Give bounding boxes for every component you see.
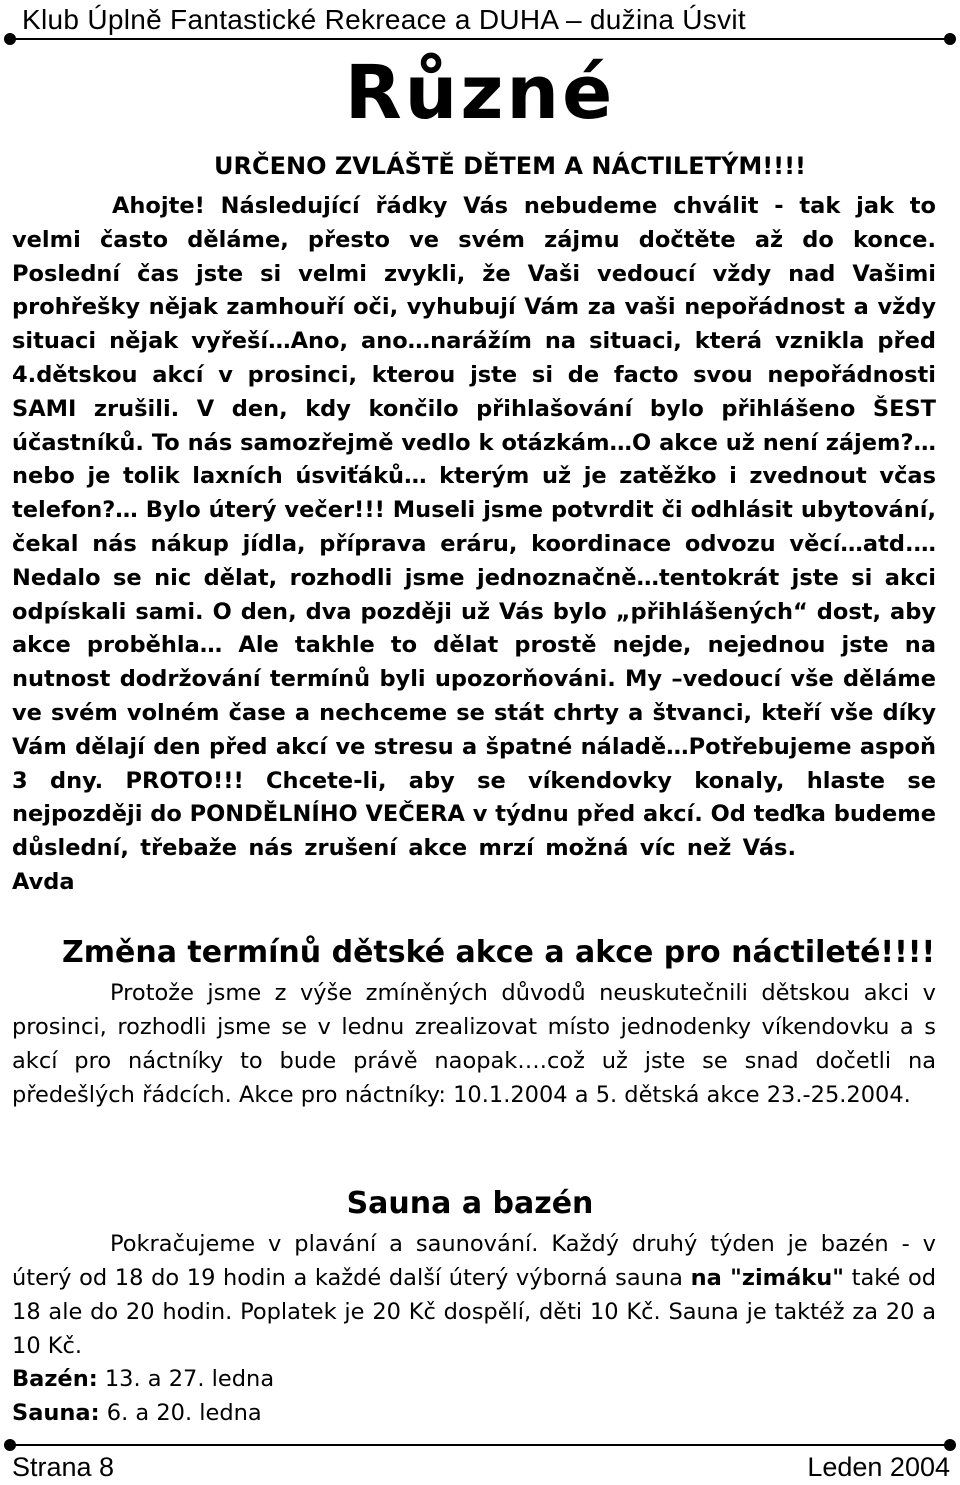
header-rule bbox=[10, 38, 950, 40]
change-title: Změna termínů dětské akce a akce pro náctileté!!!! bbox=[62, 935, 936, 970]
sauna-body-rest: také od 18 ale do 20 hodin. Poplatek je 20 Kč dospělí, děti 10 Kč. Sauna je taktéž za 20 a 10 Kč. bbox=[12, 1265, 936, 1359]
notice-body bbox=[12, 190, 936, 900]
page-heading: Různé bbox=[344, 50, 616, 136]
header-rule-left-dot bbox=[4, 33, 16, 45]
sauna-title: Sauna a bazén bbox=[346, 1186, 594, 1221]
footer-rule bbox=[10, 1444, 950, 1446]
footer-date: Leden 2004 bbox=[807, 1452, 950, 1482]
header-rule-right-dot bbox=[944, 33, 956, 45]
sauna-dates-line bbox=[12, 1396, 936, 1430]
sauna-body-intro: Pokračujeme v plavání a saunování. Každý druhý týden je bazén - v úterý od 18 do 19 hodin a každé další úterý výborná sauna bbox=[12, 1231, 936, 1291]
notice-body-text: Ahojte! Následující řádky Vás nebudeme chválit - tak jak to velmi často děláme, přesto ve svém zájmu dočtěte až do konce. Poslední čas jste si velmi zvykli, že Vaši vedoucí vždy nad Vašimi prohřešky nějak zamhouří oči, vyhubují Vám za vaši nepořádnost a vždy situaci nějak vyřeší…Ano, ano…narážím na situaci, která vznikla před 4.dětskou akcí v prosinci, kterou jste si de facto svou nepořádnosti SAMI zrušili. V den, kdy končilo přihlašování bylo přihlášeno ŠEST účastníků. To nás samozřejmě vedlo k otázkám…O akce už není zájem?… nebo je tolik laxních úsviťáků… kterým už je zatěžko i zvednout včas telefon?… Bylo úterý večer!!! Museli jsme potvrdit či odhlásit ubytování, čekal nás nákup jídla, příprava eráru, koordinace odvozu věcí…atd.… Nedalo se nic dělat, rozhodli jsme jednoznačně…tentokrát jste si akci odpískali sami. O den, dva později už Vás bylo „přihlášených“ dost, aby akce proběhla… Ale takhle to dělat prostě nejde, nejednou jste na nutnost dodržování termínů byli upozorňováni. My –vedoucí vše děláme ve svém volném čase a nechceme se stát chrty a štvanci, kteří vše díky Vám dělají den před akcí ve stresu a špatné náladě…Potřebujeme aspoň 3 dny. PROTO!!! Chcete-li, aby se víkendovky konaly, hlaste se nejpozději do PONDĚLNÍHO VEČERA v týdnu před akcí. Od teďka budeme důslední, třebaže nás zrušení akce mrzí možná víc než Vás. bbox=[12, 193, 936, 862]
footer-rule-left-dot bbox=[4, 1439, 16, 1451]
footer-page-number: Strana 8 bbox=[12, 1452, 115, 1482]
bazen-label: Bazén: bbox=[12, 1366, 98, 1392]
sauna-body bbox=[12, 1227, 936, 1363]
change-body: Protože jsme z výše zmíněných důvodů neuskutečnili dětskou akci v prosinci, rozhodli jsme se v lednu zrealizovat místo jednodenky víkendovku a s akcí pro náctníky to bude právě naopak….což už jste se snad dočetli na předešlých řádcích. Akce pro náctníky: 10.1.2004 a 5. dětská akce 23.-25.2004. bbox=[12, 980, 936, 1108]
footer-rule-right-dot bbox=[944, 1439, 956, 1451]
newsletter-header-title: Klub Úplně Fantastické Rekreace a DUHA – dužina Úsvit bbox=[22, 4, 747, 35]
notice-title: URČENO ZVLÁŠTĚ DĚTEM A NÁCTILETÝM!!!! bbox=[214, 152, 806, 180]
notice-signature: Avda bbox=[12, 868, 75, 895]
bazen-dates: 13. a 27. ledna bbox=[97, 1366, 275, 1392]
sauna-dates: 6. a 20. ledna bbox=[99, 1400, 262, 1426]
sauna-label: Sauna: bbox=[12, 1400, 100, 1426]
sauna-body-bold: na "zimáku" bbox=[690, 1265, 844, 1291]
bazen-dates-line bbox=[12, 1362, 936, 1396]
